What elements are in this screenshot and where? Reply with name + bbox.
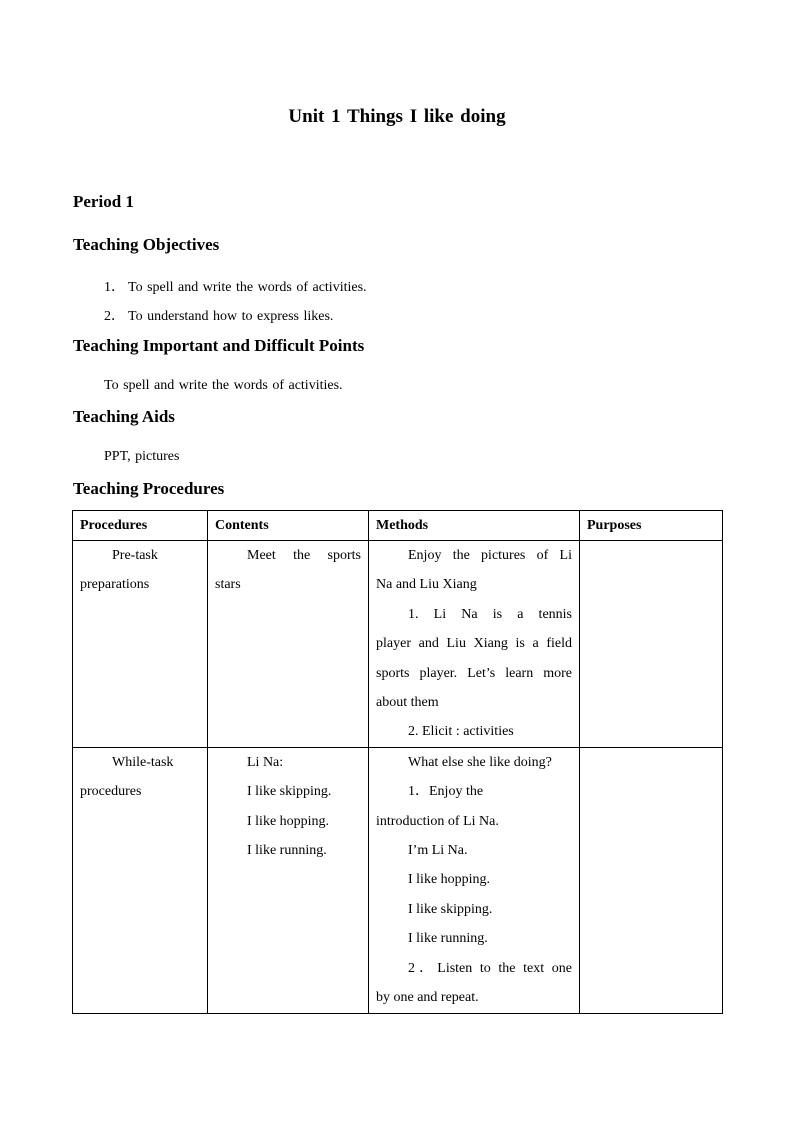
- purposes-cell: [580, 747, 723, 1013]
- column-header-contents: Contents: [208, 511, 369, 541]
- methods-cell: [369, 747, 580, 1013]
- aids-heading: Teaching Aids: [73, 407, 175, 426]
- objective-text: To understand how to express likes.: [128, 309, 334, 324]
- table-row: [73, 747, 723, 1013]
- methods-line: 1. Li Na is a tennis: [408, 606, 572, 622]
- table-row: [73, 541, 723, 748]
- objectives-heading: Teaching Objectives: [73, 235, 220, 254]
- aids-text: PPT, pictures: [104, 449, 180, 464]
- purposes-cell: [580, 541, 723, 748]
- methods-line: player and Liu Xiang is a field: [376, 636, 572, 652]
- contents-line: Meet the sports: [247, 548, 361, 563]
- contents-cell: [208, 541, 369, 748]
- methods-line: by one and repeat.: [376, 990, 479, 1006]
- methods-line: 2. Elicit : activities: [408, 724, 514, 740]
- methods-line: What else she like doing?: [408, 754, 552, 770]
- methods-line: Enjoy the pictures of Li: [408, 548, 572, 563]
- procedure-line: Pre-task: [112, 548, 158, 563]
- methods-line: 1．Enjoy the: [408, 784, 484, 800]
- objective-item: [104, 305, 333, 325]
- methods-line: introduction of Li Na.: [376, 813, 499, 829]
- objective-item: [104, 276, 367, 296]
- procedure-line: procedures: [80, 784, 142, 800]
- column-header-methods: Methods: [369, 511, 580, 541]
- contents-line: I like skipping.: [247, 784, 332, 800]
- procedures-table: [72, 510, 723, 1014]
- methods-line: 2．Listen to the text one: [408, 960, 572, 976]
- contents-line: I like running.: [247, 843, 327, 859]
- methods-line: sports player. Let’s learn more: [376, 665, 572, 681]
- document-title: Unit 1 Things I like doing: [288, 106, 506, 127]
- points-text: To spell and write the words of activities.: [104, 378, 343, 393]
- column-header-purposes: Purposes: [580, 511, 723, 541]
- methods-line: I like hopping.: [408, 872, 491, 888]
- table-header-row: [73, 511, 723, 541]
- objective-number: 1．: [104, 280, 125, 295]
- methods-line: about them: [376, 695, 439, 711]
- procedures-heading: Teaching Procedures: [73, 479, 225, 498]
- objective-text: To spell and write the words of activities.: [128, 280, 367, 295]
- contents-line: stars: [215, 577, 241, 593]
- procedure-cell: [73, 541, 208, 748]
- methods-line: I like running.: [408, 931, 488, 947]
- procedure-cell: [73, 747, 208, 1013]
- column-header-procedures: Procedures: [73, 511, 208, 541]
- contents-line: Li Na:: [247, 754, 284, 770]
- procedure-line: preparations: [80, 577, 150, 593]
- methods-cell: [369, 541, 580, 748]
- contents-line: I like hopping.: [247, 813, 330, 829]
- objective-number: 2．: [104, 309, 125, 324]
- contents-cell: [208, 747, 369, 1013]
- points-heading: Teaching Important and Difficult Points: [73, 336, 365, 355]
- period-heading: Period 1: [73, 192, 134, 211]
- methods-line: I’m Li Na.: [408, 843, 468, 859]
- methods-line: I like skipping.: [408, 901, 493, 917]
- procedure-line: While-task: [112, 754, 174, 770]
- methods-line: Na and Liu Xiang: [376, 577, 477, 593]
